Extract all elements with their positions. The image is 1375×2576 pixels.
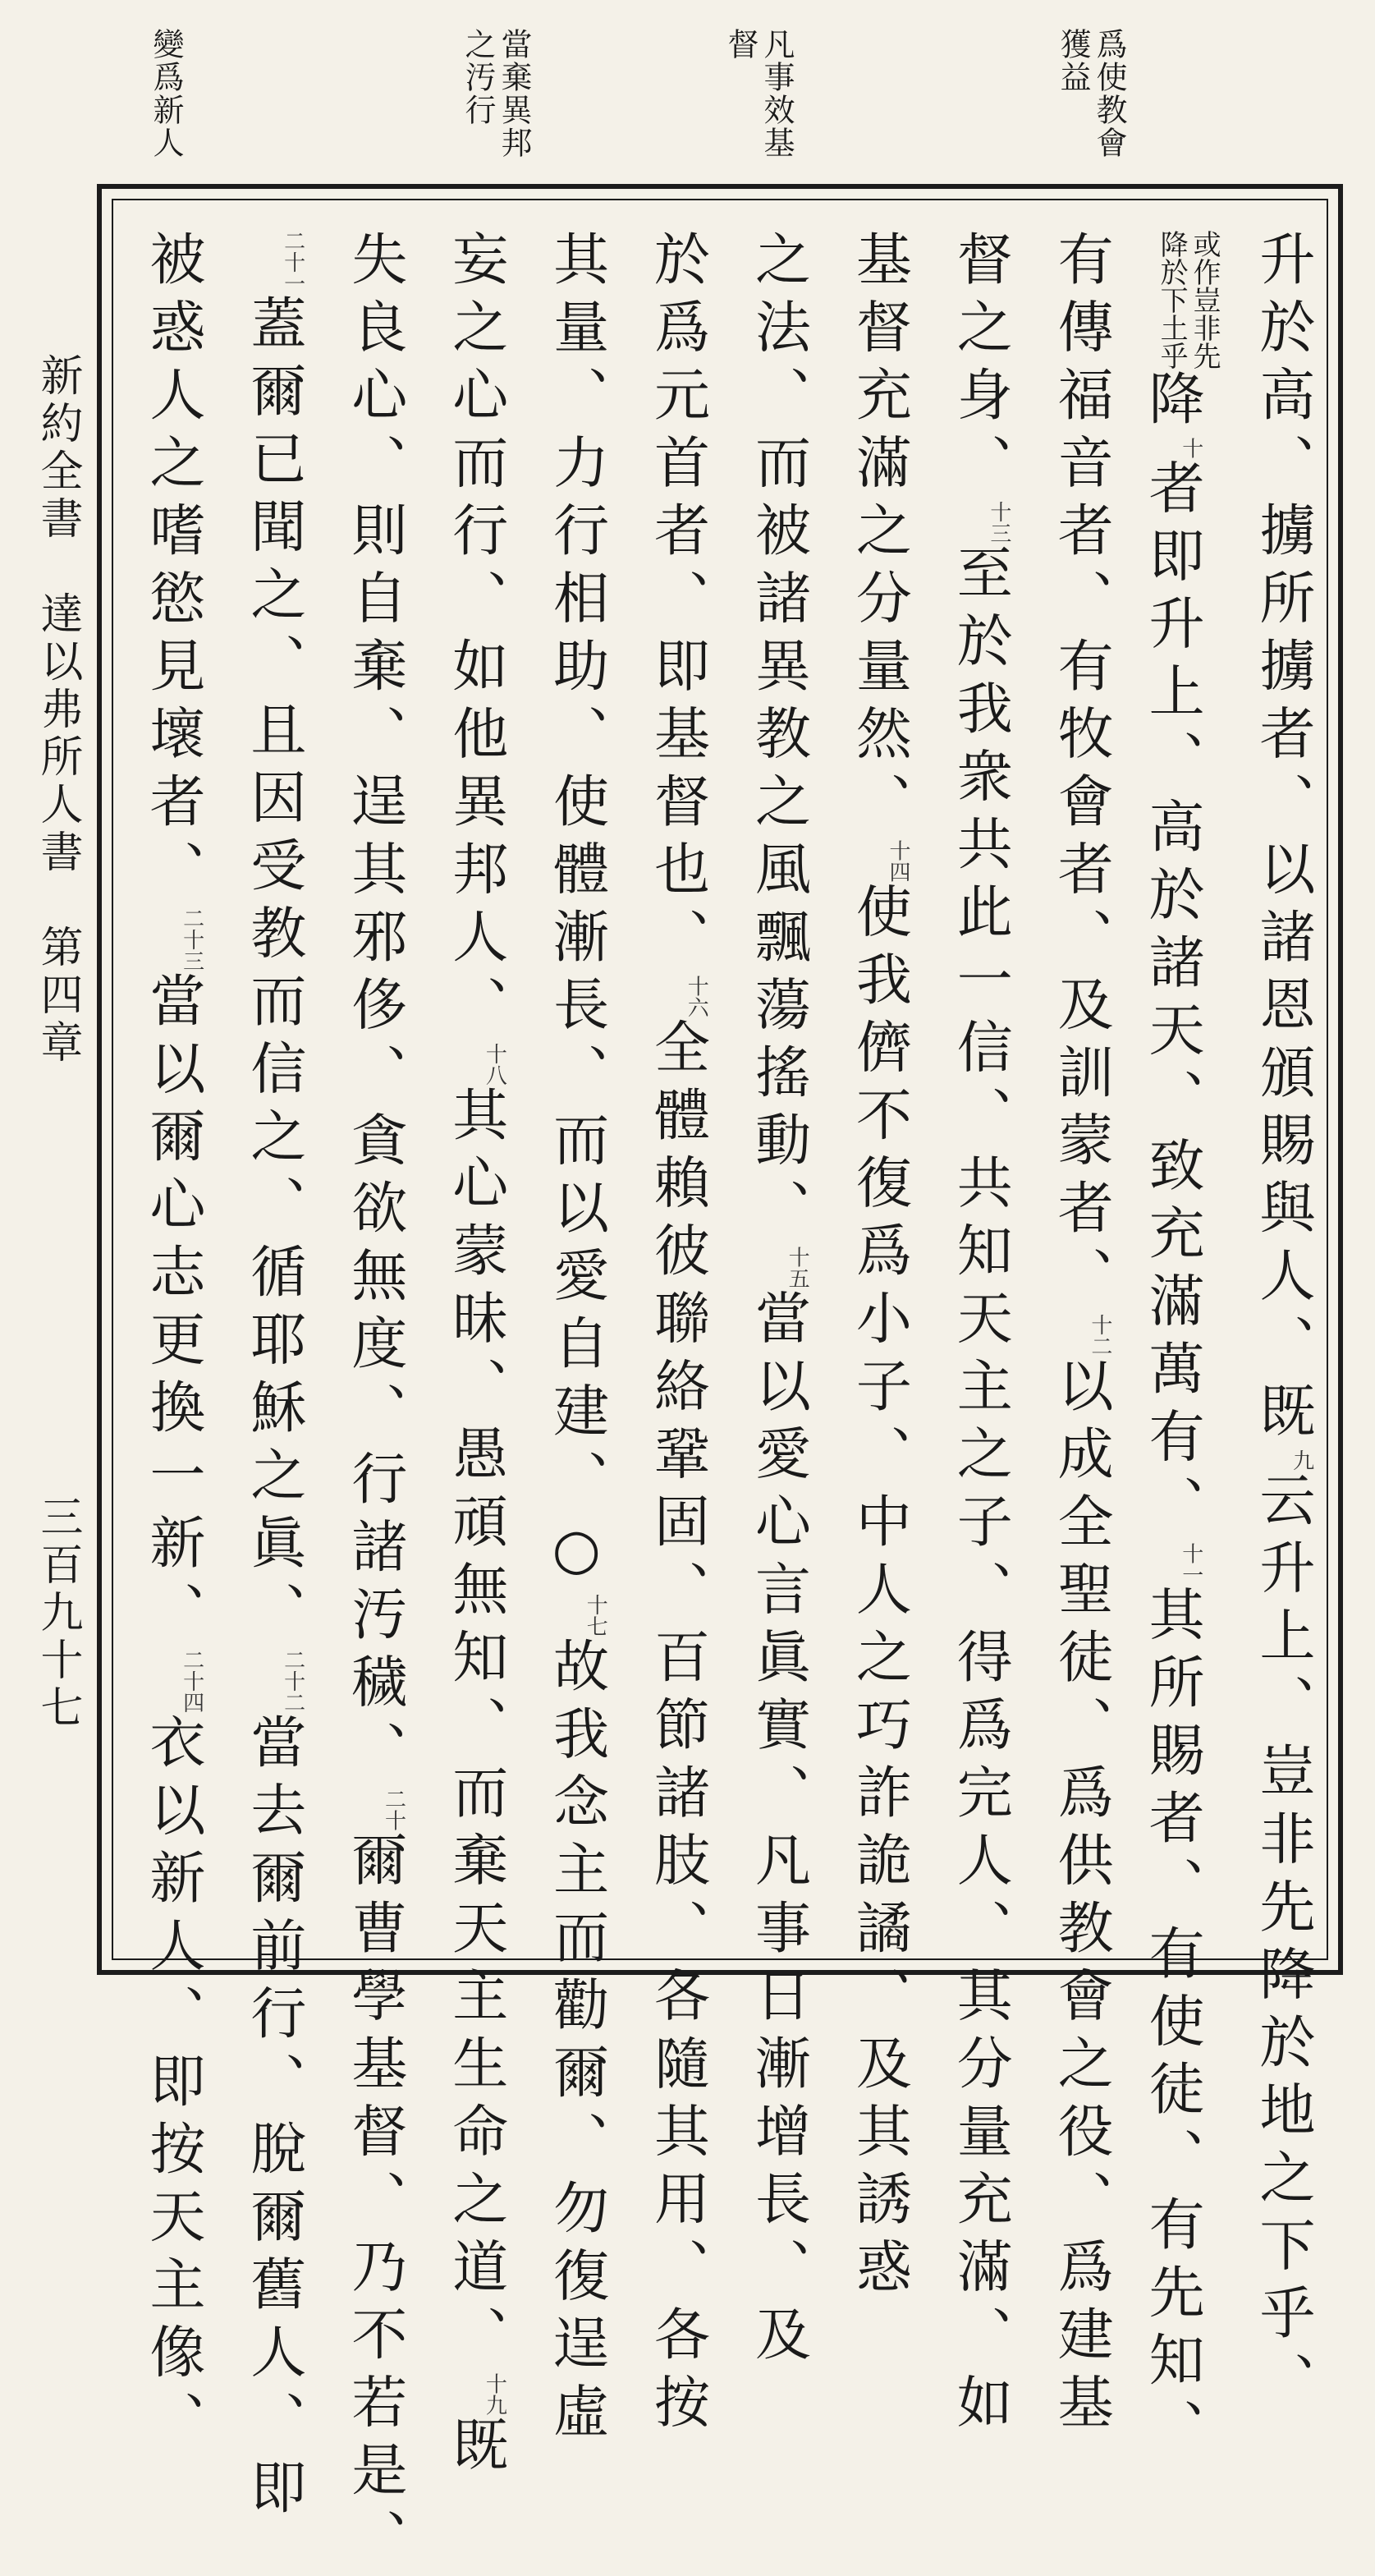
text-run: 督之身、 <box>947 230 1012 501</box>
text-run: 故我念主而勸爾、勿復逞虛 <box>544 1637 609 2450</box>
text-run: 使我儕不復爲小子、中人之巧詐詭譎、及其誘惑 <box>846 883 911 2306</box>
text-run: 云升上、豈非先降於地之下乎、 <box>1250 1471 1315 2419</box>
text-column <box>234 230 313 1946</box>
text-column <box>133 230 212 1946</box>
verse-number: 二十二 <box>281 1649 305 1713</box>
margin-gloss: 爲使教會 獲益 <box>1055 28 1127 159</box>
text-run: 爾曹學基督、乃不若是、 <box>342 1831 407 2576</box>
text-column <box>1243 230 1322 1946</box>
text-run: 升於高、擄所擄者、以諸恩頒賜與人、既 <box>1250 230 1315 1449</box>
text-run: 基督充滿之分量然、 <box>846 230 911 840</box>
text-run: 其所賜者、有使徒、有先知、 <box>1139 1586 1204 2467</box>
verse-number: 十二 <box>1088 1314 1112 1357</box>
text-run: 至於我衆共此一信、共知天主之子、得爲完人、其分量充滿、如 <box>947 544 1012 2441</box>
verse-number: 十三 <box>987 501 1011 544</box>
verse-number: 二十一 <box>281 230 305 294</box>
margin-gloss: 當棄異邦 之汚行 <box>460 28 532 159</box>
text-run: 當以爾心志更換一新、 <box>140 971 205 1649</box>
margin-gloss: 凡事效基 督 <box>722 28 795 159</box>
verse-number: 二十三 <box>180 907 204 971</box>
verse-number: 十七 <box>583 1594 607 1637</box>
text-column <box>638 230 717 1946</box>
text-column <box>1041 230 1120 1946</box>
verse-number: 十九 <box>482 2373 506 2416</box>
text-run: 蓋爾已聞之、且因受教而信之、循耶穌之眞、 <box>241 294 306 1649</box>
text-run: 於爲元首者、即基督也、 <box>645 230 710 976</box>
text-column <box>537 230 616 1946</box>
verse-number: 二十 <box>381 1789 406 1831</box>
verse-number: 十一 <box>1179 1543 1203 1586</box>
text-run: 者即升上、高於諸天、致充滿萬有、 <box>1139 459 1204 1543</box>
text-run: 妄之心而行、如他異邦人、 <box>443 230 508 1043</box>
verse-number: 十 <box>1179 438 1203 459</box>
verse-number: 十四 <box>886 840 910 883</box>
text-column <box>839 230 918 1946</box>
text-run: 全體賴彼聯絡鞏固、百節諸肢、各隨其用、各按 <box>645 1018 710 2441</box>
interlinear-note: 或作豈非先 降於下土乎 <box>1155 230 1221 370</box>
text-run: 衣以新人、即按天主像、 <box>140 1713 205 2459</box>
text-run: 之法、而被諸異教之風飄蕩搖動、 <box>745 230 810 1247</box>
text-run: 被惑人之嗜慾見壞者、 <box>140 230 205 907</box>
text-run: 其心蒙昧、愚頑無知、而棄天主生命之道、 <box>443 1086 508 2373</box>
scripture-text <box>128 230 1327 1946</box>
text-column <box>940 230 1019 1946</box>
text-run: 當去爾前行、脫爾舊人、即 <box>241 1713 306 2526</box>
text-run: 既 <box>443 2416 508 2484</box>
text-run: 有傳福音者、有牧會者、及訓蒙者、 <box>1048 230 1113 1314</box>
verse-number: 九 <box>1290 1449 1314 1471</box>
text-run: 其量、力行相助、使體漸長、而以愛自建、○ <box>544 230 609 1594</box>
text-run: 以成全聖徒、爲供教會之役、爲建基 <box>1048 1357 1113 2441</box>
verse-number: 十六 <box>684 976 708 1018</box>
text-column <box>738 230 817 1946</box>
page-number: 三百九十七 <box>33 1495 82 1733</box>
text-column <box>335 230 414 1946</box>
text-column <box>436 230 515 1946</box>
text-run: 當以愛心言眞實、凡事日漸增長、及 <box>745 1289 810 2373</box>
verse-number: 二十四 <box>180 1649 204 1713</box>
verse-number: 十八 <box>482 1043 506 1086</box>
text-run: 降 <box>1139 370 1204 438</box>
margin-gloss: 變爲新人 <box>148 28 184 159</box>
running-header: 新約全書 達以弗所人書 第四章 <box>33 353 82 1068</box>
verse-number: 十五 <box>785 1247 809 1289</box>
text-column <box>1142 230 1221 1946</box>
text-run: 失良心、則自棄、逞其邪侈、貪欲無度、行諸汚穢、 <box>342 230 407 1789</box>
